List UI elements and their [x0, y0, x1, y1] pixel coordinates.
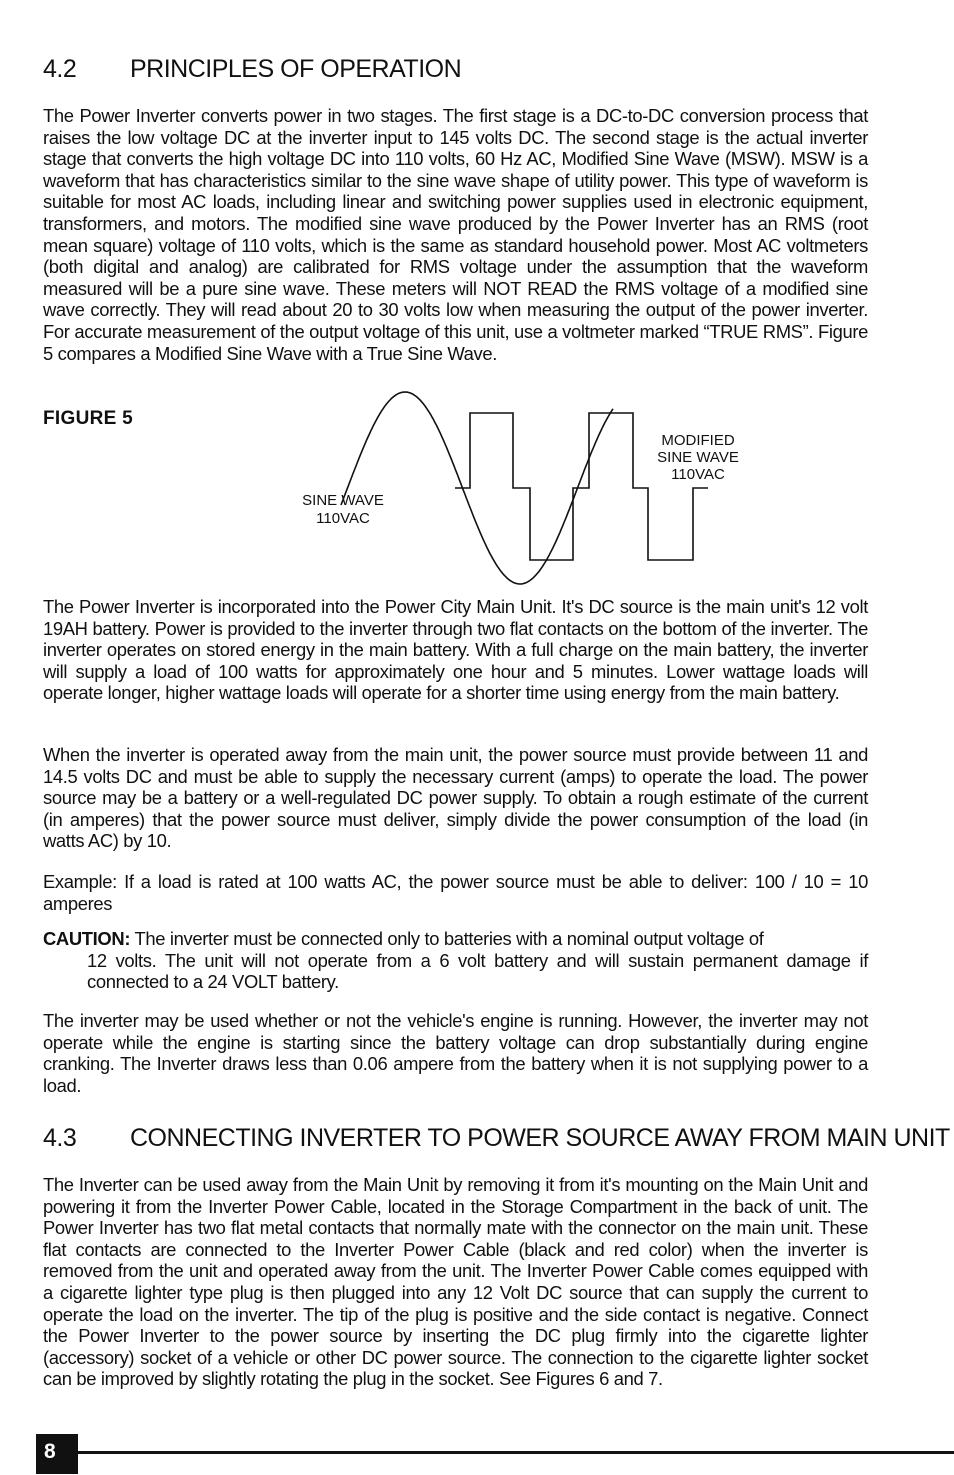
sine-wave-label: SINE WAVE: [302, 492, 384, 509]
section-number: 4.3: [43, 1124, 77, 1152]
paragraph-example: Example: If a load is rated at 100 watts AC, the power source must be able to deliver: 100 / 10 = 10 amperes: [43, 871, 868, 914]
section-heading-4-2: [43, 55, 461, 84]
caution-text-first: The inverter must be connected only to batteries with a nominal output voltage of: [130, 928, 764, 949]
paragraph-main-unit: The Power Inverter is incorporated into the Power City Main Unit. It's DC source is the main unit's 12 volt 19AH battery. Power is provided to the inverter through two flat contacts on the bottom of the inverter. The inverter operates on stored energy in the main battery. With a full charge on the main battery, the inverter will supply a load of 100 watts for approximately one hour and 5 minutes. Lower wattage loads will operate longer, higher wattage loads will operate for a shorter time using energy from the main battery.: [43, 596, 868, 704]
section-title: CONNECTING INVERTER TO POWER SOURCE AWAY FROM MAIN UNIT: [130, 1124, 950, 1152]
modified-wave-label-line2: SINE WAVE: [657, 449, 739, 466]
section-number: 4.2: [43, 55, 77, 83]
caution-text-rest: 12 volts. The unit will not operate from a 6 volt battery and will sustain permanent damage if connected to a 24 VOLT battery.: [87, 949, 868, 993]
paragraph-away-from-unit: When the inverter is operated away from the main unit, the power source must provide between 11 and 14.5 volts DC and must be able to supply the necessary current (amps) to operate the load. The power source may be a battery or a well-regulated DC power supply. To obtain a rough estimate of the current (in amperes) that the power source must deliver, simply divide the power consumption of the load (in watts AC) by 10.: [43, 744, 868, 852]
sine-wave-voltage-label: 110VAC: [316, 510, 370, 527]
caution-note: [43, 928, 868, 993]
footer-rule: [78, 1451, 954, 1454]
paragraph-principles: The Power Inverter converts power in two stages. The first stage is a DC-to-DC conversion process that raises the low voltage DC at the inverter input to 145 volts DC. The second stage is the actual inverter stage that converts the high voltage DC into 110 volts, 60 Hz AC, Modified Sine Wave (MSW). MSW is a waveform that has characteristics similar to the sine wave shape of utility power. This type of waveform is suitable for most AC loads, including linear and switching power supplies used in electronic equipment, transformers, and motors. The modified sine wave produced by the Power Inverter has an RMS (root mean square) voltage of 110 volts, which is the same as standard household power. Most AC voltmeters (both digital and analog) are calibrated for RMS voltage under the assumption that the waveform measured will be a pure sine wave. These meters will NOT READ the RMS voltage of a modified sine wave correctly. They will read about 20 to 30 volts low when measuring the output of the power inverter. For accurate measurement of the output voltage of this unit, use a voltmeter marked “TRUE RMS”. Figure 5 compares a Modified Sine Wave with a True Sine Wave.: [43, 105, 868, 364]
modified-wave-label: MODIFIED: [661, 432, 735, 449]
section-title: PRINCIPLES OF OPERATION: [130, 55, 462, 83]
paragraph-engine-running: The inverter may be used whether or not the vehicle's engine is running. However, the inverter may not operate while the engine is starting since the battery voltage can drop substantially during engine cranking. The Inverter draws less than 0.06 ampere from the battery when it is not supplying power to a load.: [43, 1010, 868, 1096]
paragraph-connecting: The Inverter can be used away from the Main Unit by removing it from it's mounting on the Main Unit and powering it from the Inverter Power Cable, located in the Storage Compartment in the back of unit. The Power Inverter has two flat metal contacts that normally mate with the connector on the main unit. These flat contacts are connected to the Inverter Power Cable (black and red color) when the inverter is removed from the unit and operated away from the unit. The Inverter Power Cable comes equipped with a cigarette lighter type plug is then plugged into any 12 Volt DC source that can supply the current to operate the load on the inverter. The tip of the plug is positive and the side contact is negative. Connect the Power Inverter to the power source by inserting the DC plug firmly into the cigarette lighter (accessory) socket of a vehicle or other DC power source. The connection to the cigarette lighter socket can be improved by slightly rotating the plug in the socket. See Figures 6 and 7.: [43, 1174, 868, 1390]
caution-label: CAUTION:: [43, 928, 131, 949]
figure-label: FIGURE 5: [43, 408, 134, 429]
figure-5-waveform: [293, 388, 753, 588]
modified-wave-voltage-label: 110VAC: [671, 466, 725, 483]
section-heading-4-3: [43, 1124, 950, 1153]
page-number: 8: [36, 1434, 78, 1474]
